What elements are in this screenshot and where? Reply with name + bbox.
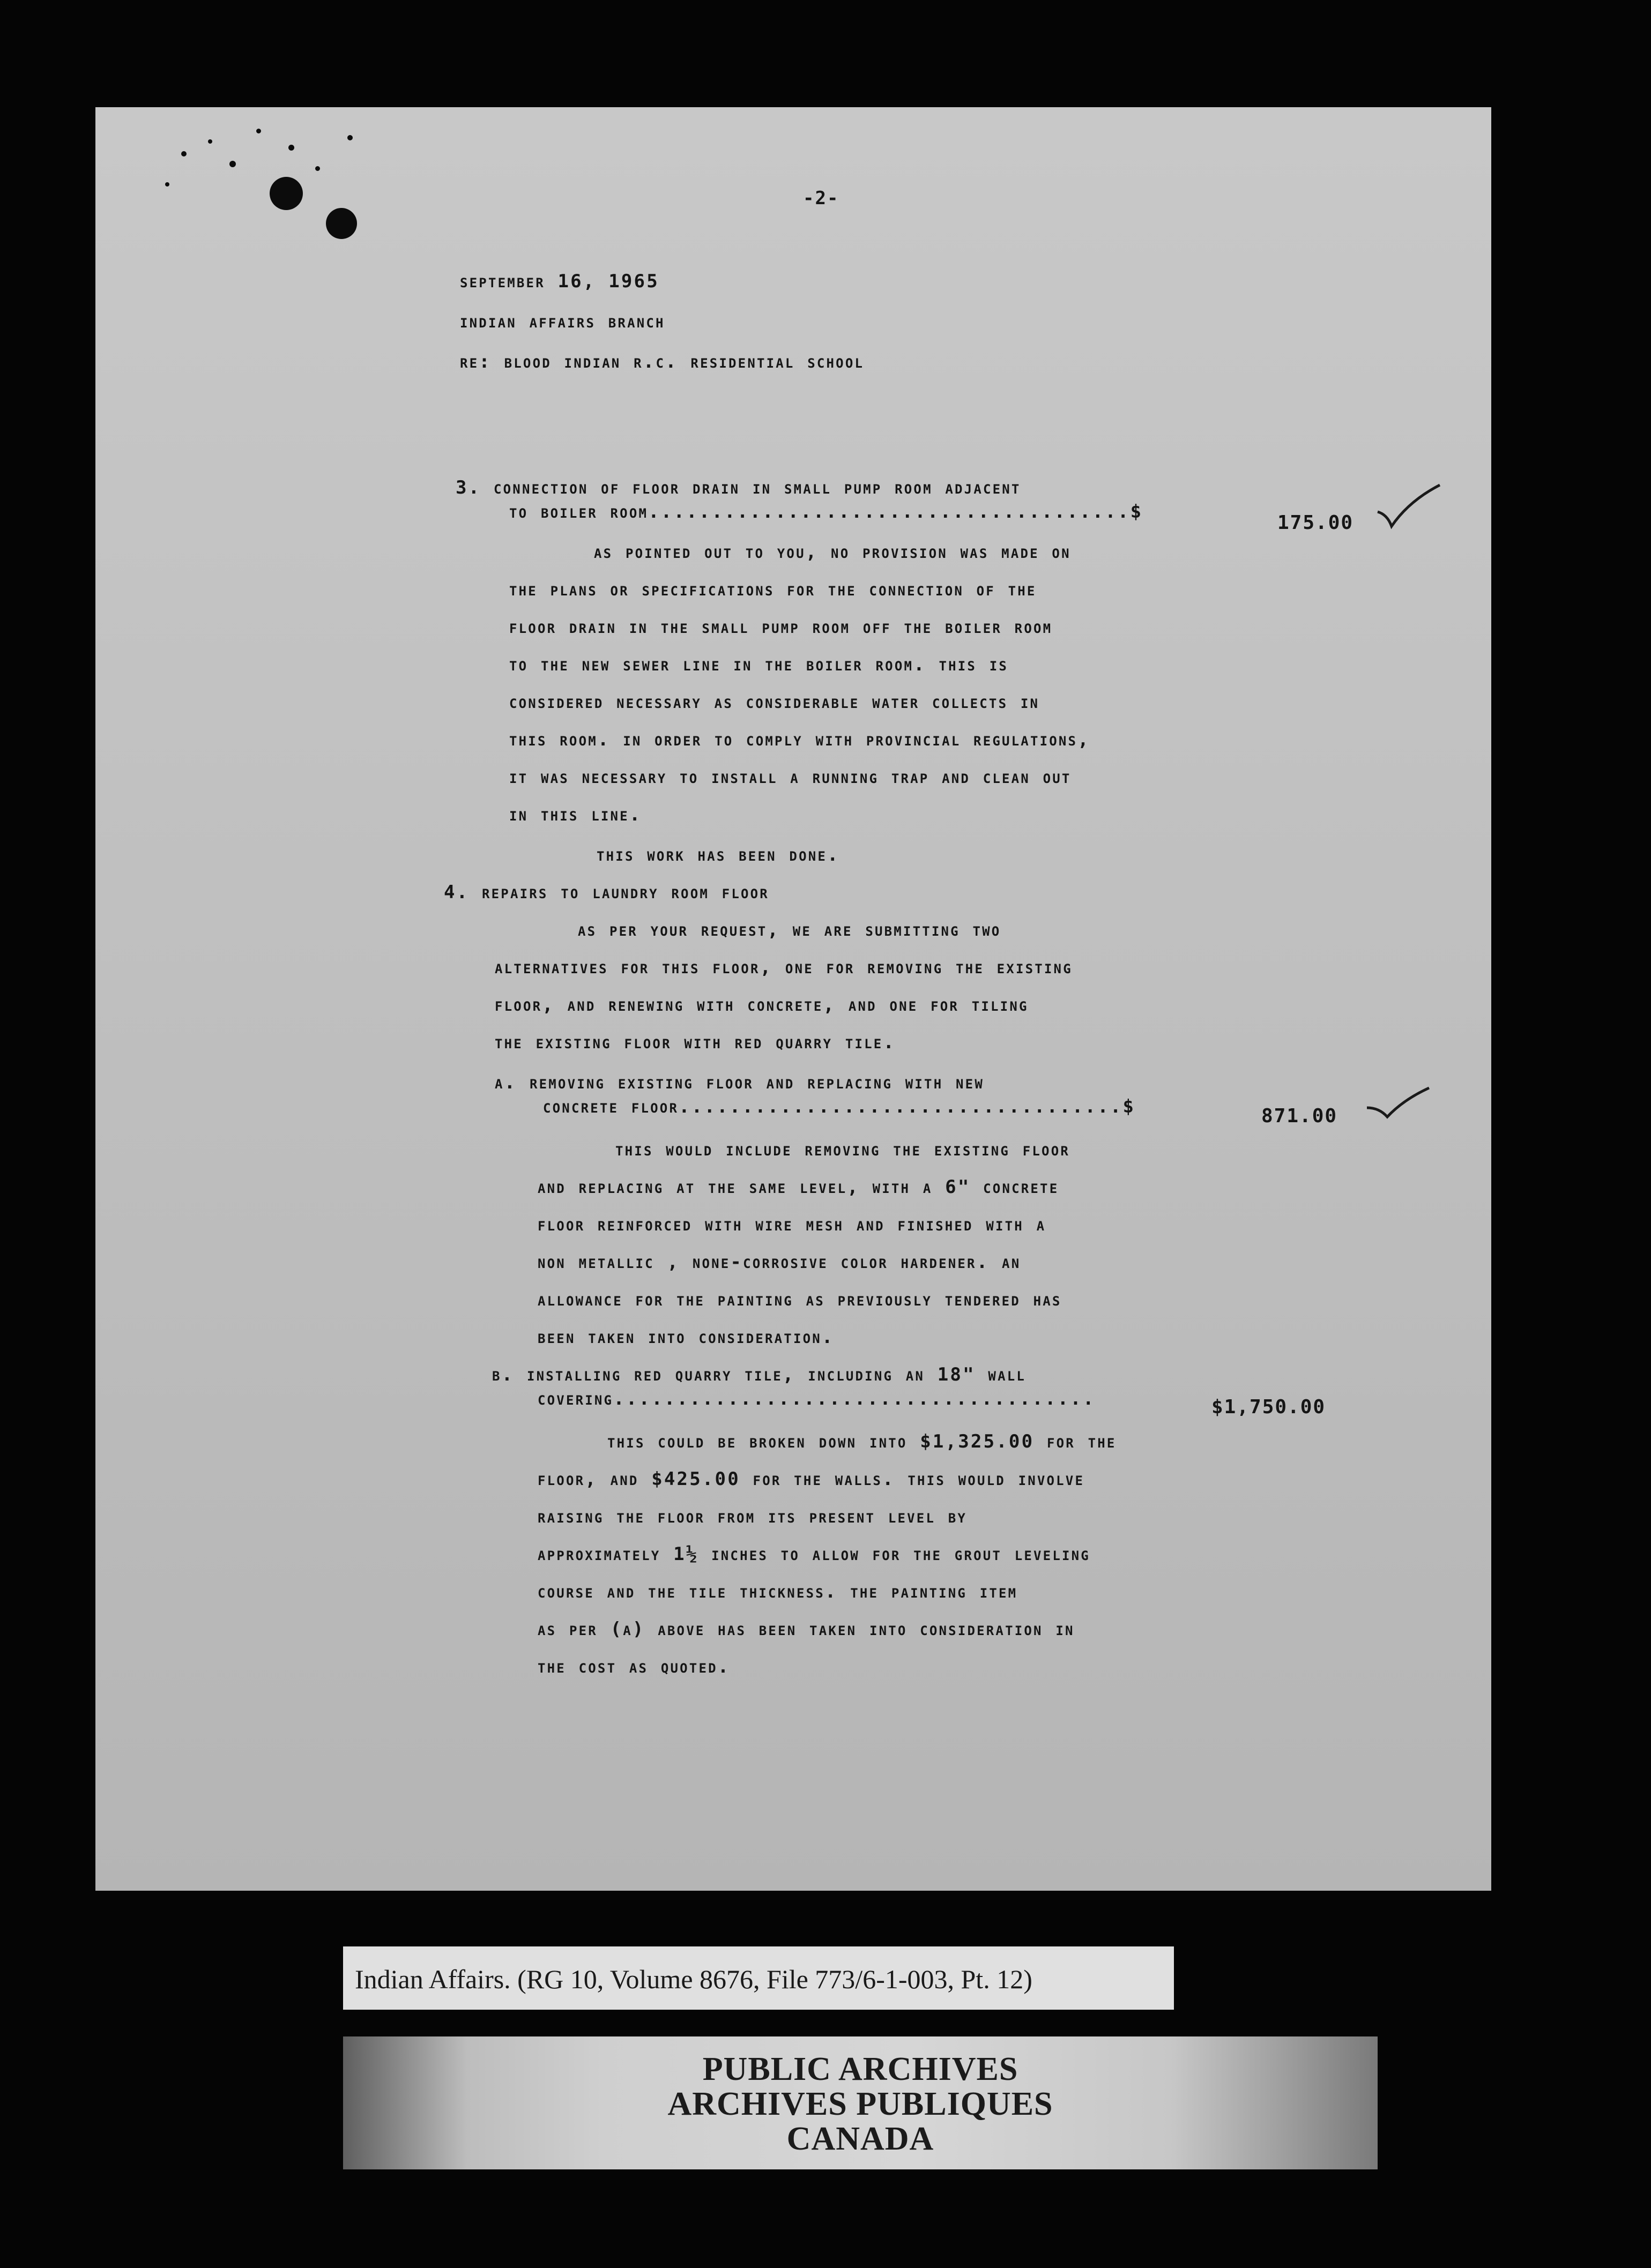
item4-heading: 4. repairs to laundry room floor xyxy=(444,882,769,903)
option-a-para-line: been taken into consideration. xyxy=(538,1326,835,1348)
option-a-para-line: non metallic , none-corrosive color hardener. an xyxy=(538,1251,1021,1273)
item3-heading-line2: to boiler room......................................$ xyxy=(509,501,1143,523)
document-page xyxy=(95,107,1491,1891)
option-b-heading-line2: covering...................................... xyxy=(538,1388,1096,1409)
item3-para-line: this room. in order to comply with provincial regulations, xyxy=(509,729,1090,750)
ink-speck xyxy=(181,151,187,156)
item4-para-line: as per your request, we are submitting two xyxy=(578,919,1001,941)
item3-para-line: it was necessary to install a running trap and clean out xyxy=(509,766,1072,788)
archive-reference-label xyxy=(343,1946,1174,2010)
option-a-amount: 871.00 xyxy=(1261,1105,1338,1127)
ink-speck xyxy=(165,182,169,186)
ink-speck xyxy=(256,129,261,133)
ink-speck xyxy=(229,161,236,167)
option-b-para-line: floor, and $425.00 for the walls. this would involve xyxy=(538,1468,1085,1490)
option-a-heading-line2: concrete floor...................................$ xyxy=(543,1096,1136,1117)
item4-para-line: floor, and renewing with concrete, and one for tiling xyxy=(495,994,1029,1016)
ink-blot xyxy=(326,208,357,239)
item3-para-line: in this line. xyxy=(509,804,642,825)
option-b-para-line: this could be broken down into $1,325.00 for the xyxy=(607,1431,1117,1452)
item4-para-line: the existing floor with red quarry tile. xyxy=(495,1032,896,1053)
item3-para-line: to the new sewer line in the boiler room. this is xyxy=(509,654,1009,675)
option-b-para-line: approximately 1½ inches to allow for the grout leveling xyxy=(538,1543,1090,1565)
option-a-para-line: and replacing at the same level, with a 6" concrete xyxy=(538,1176,1059,1198)
option-a-para-line: floor reinforced with wire mesh and finished with a xyxy=(538,1214,1046,1235)
option-b-para-line: raising the floor from its present level by xyxy=(538,1506,968,1527)
archive-reference-text: Indian Affairs. (RG 10, Volume 8676, File 773/6-1-003, Pt. 12) xyxy=(355,1964,1032,1994)
letter-date: september 16, 1965 xyxy=(460,271,659,292)
option-b-amount: $1,750.00 xyxy=(1211,1396,1326,1418)
item3-para-line: as pointed out to you, no provision was made on xyxy=(594,541,1071,563)
item3-status: this work has been done. xyxy=(597,844,840,866)
option-b-para-line: course and the tile thickness. the painting item xyxy=(538,1581,1018,1602)
letter-recipient: indian affairs branch xyxy=(460,311,665,332)
checkmark-icon xyxy=(1366,1084,1430,1121)
checkmark-icon xyxy=(1377,482,1441,531)
ink-speck xyxy=(347,135,353,140)
stamp-line-3: CANADA xyxy=(786,2121,934,2157)
option-b-heading: b. installing red quarry tile, including an 18" wall xyxy=(492,1364,1027,1385)
letter-subject: re: blood indian r.c. residential school xyxy=(460,351,865,372)
archives-stamp xyxy=(343,2036,1378,2169)
item3-amount: 175.00 xyxy=(1277,512,1354,534)
option-b-para-line: as per (a) above has been taken into consideration in xyxy=(538,1618,1075,1640)
ink-speck xyxy=(315,166,320,171)
item3-heading: 3. connection of floor drain in small pump room adjacent xyxy=(456,477,1021,498)
item3-para-line: floor drain in the small pump room off the boiler room xyxy=(509,616,1053,638)
ink-speck xyxy=(208,139,212,144)
item4-para-line: alternatives for this floor, one for removing the existing xyxy=(495,957,1073,978)
option-a-para-line: allowance for the painting as previously tendered has xyxy=(538,1289,1062,1310)
item3-para-line: considered necessary as considerable water collects in xyxy=(509,691,1040,713)
ink-speck xyxy=(288,145,294,151)
stamp-line-1: PUBLIC ARCHIVES xyxy=(702,2051,1018,2087)
stamp-line-2: ARCHIVES PUBLIQUES xyxy=(667,2086,1053,2122)
option-a-heading: a. removing existing floor and replacing with new xyxy=(495,1072,984,1093)
option-b-para-line: the cost as quoted. xyxy=(538,1656,731,1677)
item3-para-line: the plans or specifications for the connection of the xyxy=(509,579,1037,600)
ink-blot xyxy=(270,177,303,210)
option-a-para-line: this would include removing the existing floor xyxy=(615,1139,1070,1160)
page-number: -2- xyxy=(803,188,839,209)
